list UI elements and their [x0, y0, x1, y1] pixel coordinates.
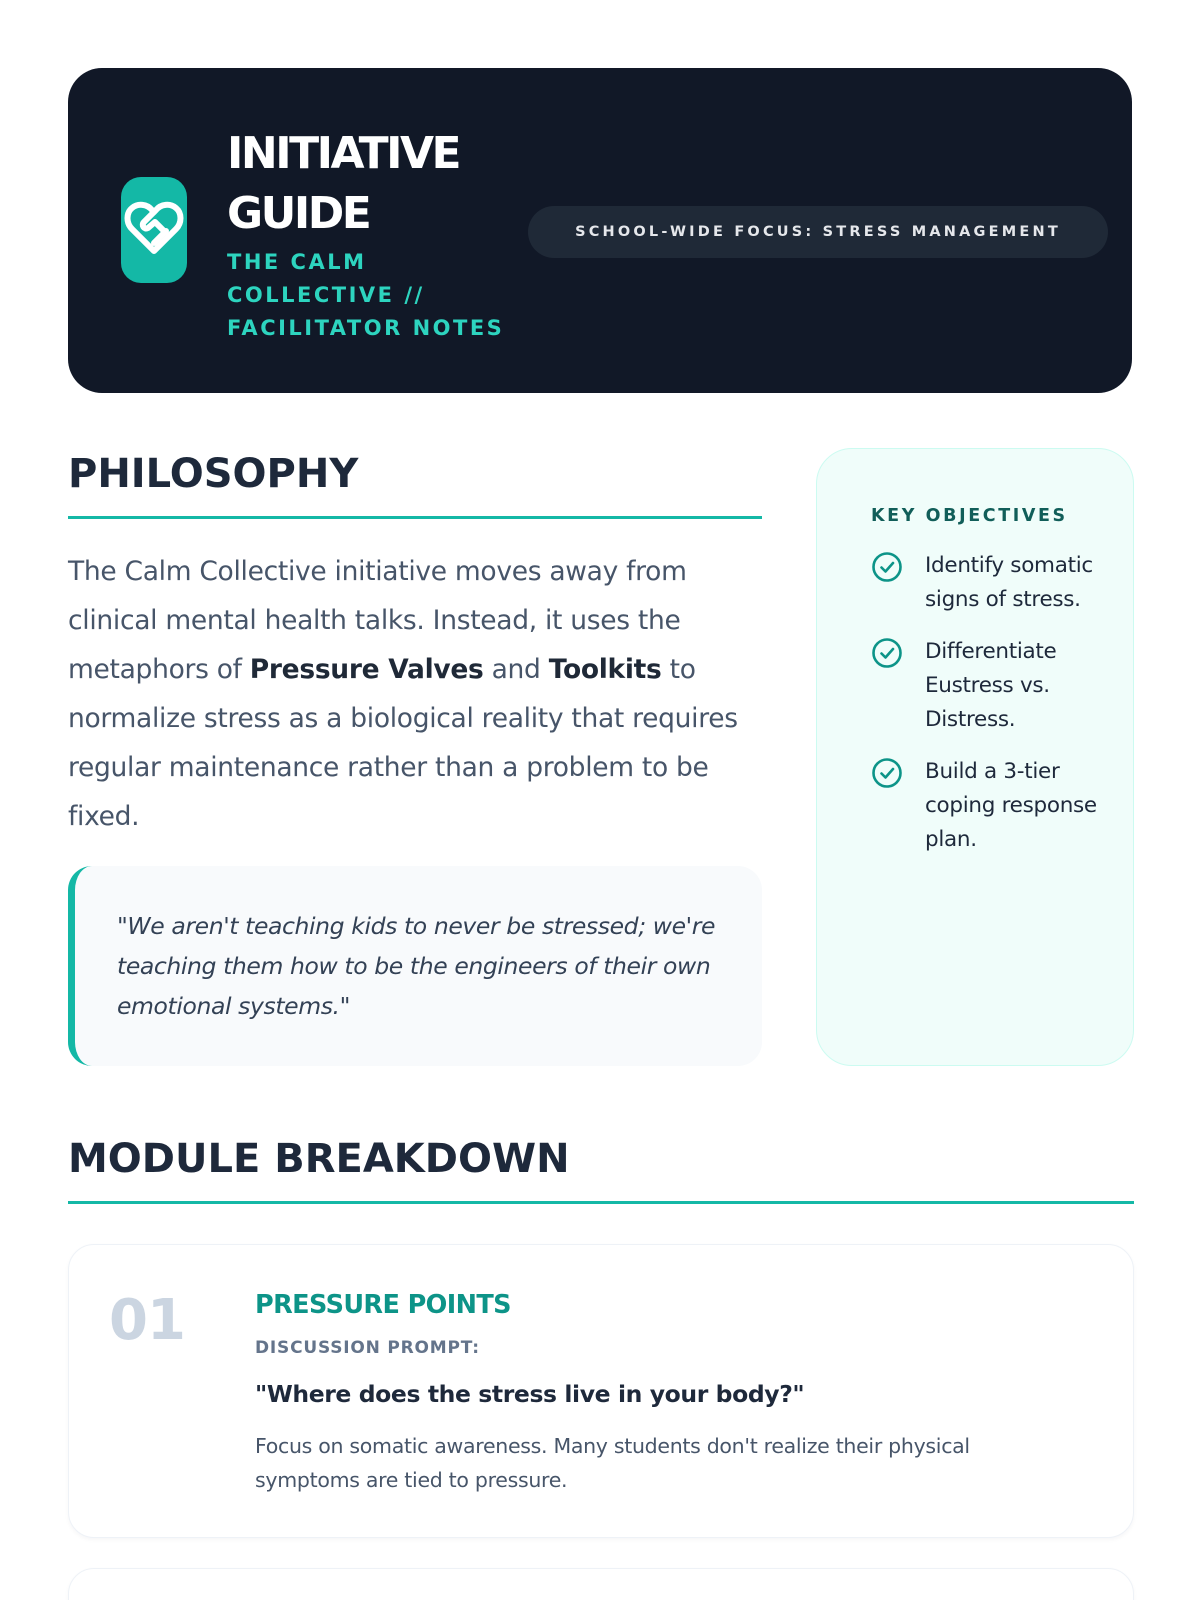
module-title: PRESSURE POINTS — [255, 1290, 511, 1320]
check-circle-icon — [871, 637, 903, 669]
header-titles — [227, 124, 507, 345]
philosophy-body — [68, 547, 762, 841]
subtitle-line-2: COLLECTIVE // — [227, 283, 425, 307]
philosophy-quote — [68, 866, 762, 1066]
page-title-line-2: GUIDE — [227, 188, 370, 239]
module-content — [255, 1289, 1075, 1497]
objective-text: Identify somatic signs of stress. — [925, 553, 1093, 612]
objective-text: Build a 3-tier coping response plan. — [925, 759, 1097, 852]
key-objectives-card — [816, 448, 1134, 1066]
philosophy-text-2: and — [483, 654, 549, 685]
module-breakdown-divider — [68, 1201, 1134, 1204]
module-card — [68, 1244, 1134, 1538]
philosophy-text-3: to normalize stress as a biological reality that requires regular maintenance rather than a problem to be fixed. — [68, 654, 738, 832]
check-circle-icon — [871, 551, 903, 583]
heart-handshake-icon — [121, 177, 187, 283]
module-number: 01 — [109, 1288, 185, 1353]
philosophy-heading: PHILOSOPHY — [68, 451, 359, 497]
module-card — [68, 1568, 1134, 1600]
key-objectives-title: KEY OBJECTIVES — [871, 506, 1068, 526]
header-banner — [68, 68, 1132, 393]
page-subtitle — [227, 246, 507, 345]
philosophy-text-1: The Calm Collective initiative moves away from clinical mental health talks. Instead, it uses the metaphors of — [68, 556, 687, 685]
module-breakdown-heading: MODULE BREAKDOWN — [68, 1136, 570, 1182]
module-description: Focus on somatic awareness. Many students don't realize their physical symptoms are tied to pressure. — [255, 1434, 970, 1492]
objective-text: Differentiate Eustress vs. Distress. — [925, 639, 1057, 732]
check-circle-icon — [871, 757, 903, 789]
philosophy-divider — [68, 516, 762, 519]
focus-badge: SCHOOL-WIDE FOCUS: STRESS MANAGEMENT — [528, 206, 1108, 258]
module-breakdown-section — [68, 1133, 1134, 1204]
page-title-line-1: INITIATIVE — [227, 128, 460, 179]
subtitle-line-1: THE CALM — [227, 250, 367, 274]
discussion-prompt: "Where does the stress live in your body?" — [255, 1380, 805, 1408]
objective-item — [871, 635, 1113, 737]
subtitle-line-3: FACILITATOR NOTES — [227, 316, 505, 340]
philosophy-bold-toolkits: Toolkits — [548, 654, 662, 685]
quote-text: "We aren't teaching kids to never be stressed; we're teaching them how to be the engineers of their own emotional systems." — [117, 912, 716, 1020]
philosophy-section — [68, 448, 762, 841]
objective-item — [871, 755, 1113, 857]
objective-item — [871, 549, 1113, 617]
discussion-prompt-label: DISCUSSION PROMPT: — [255, 1338, 480, 1358]
objective-list — [871, 549, 1113, 857]
philosophy-bold-pressure-valves: Pressure Valves — [249, 654, 484, 685]
